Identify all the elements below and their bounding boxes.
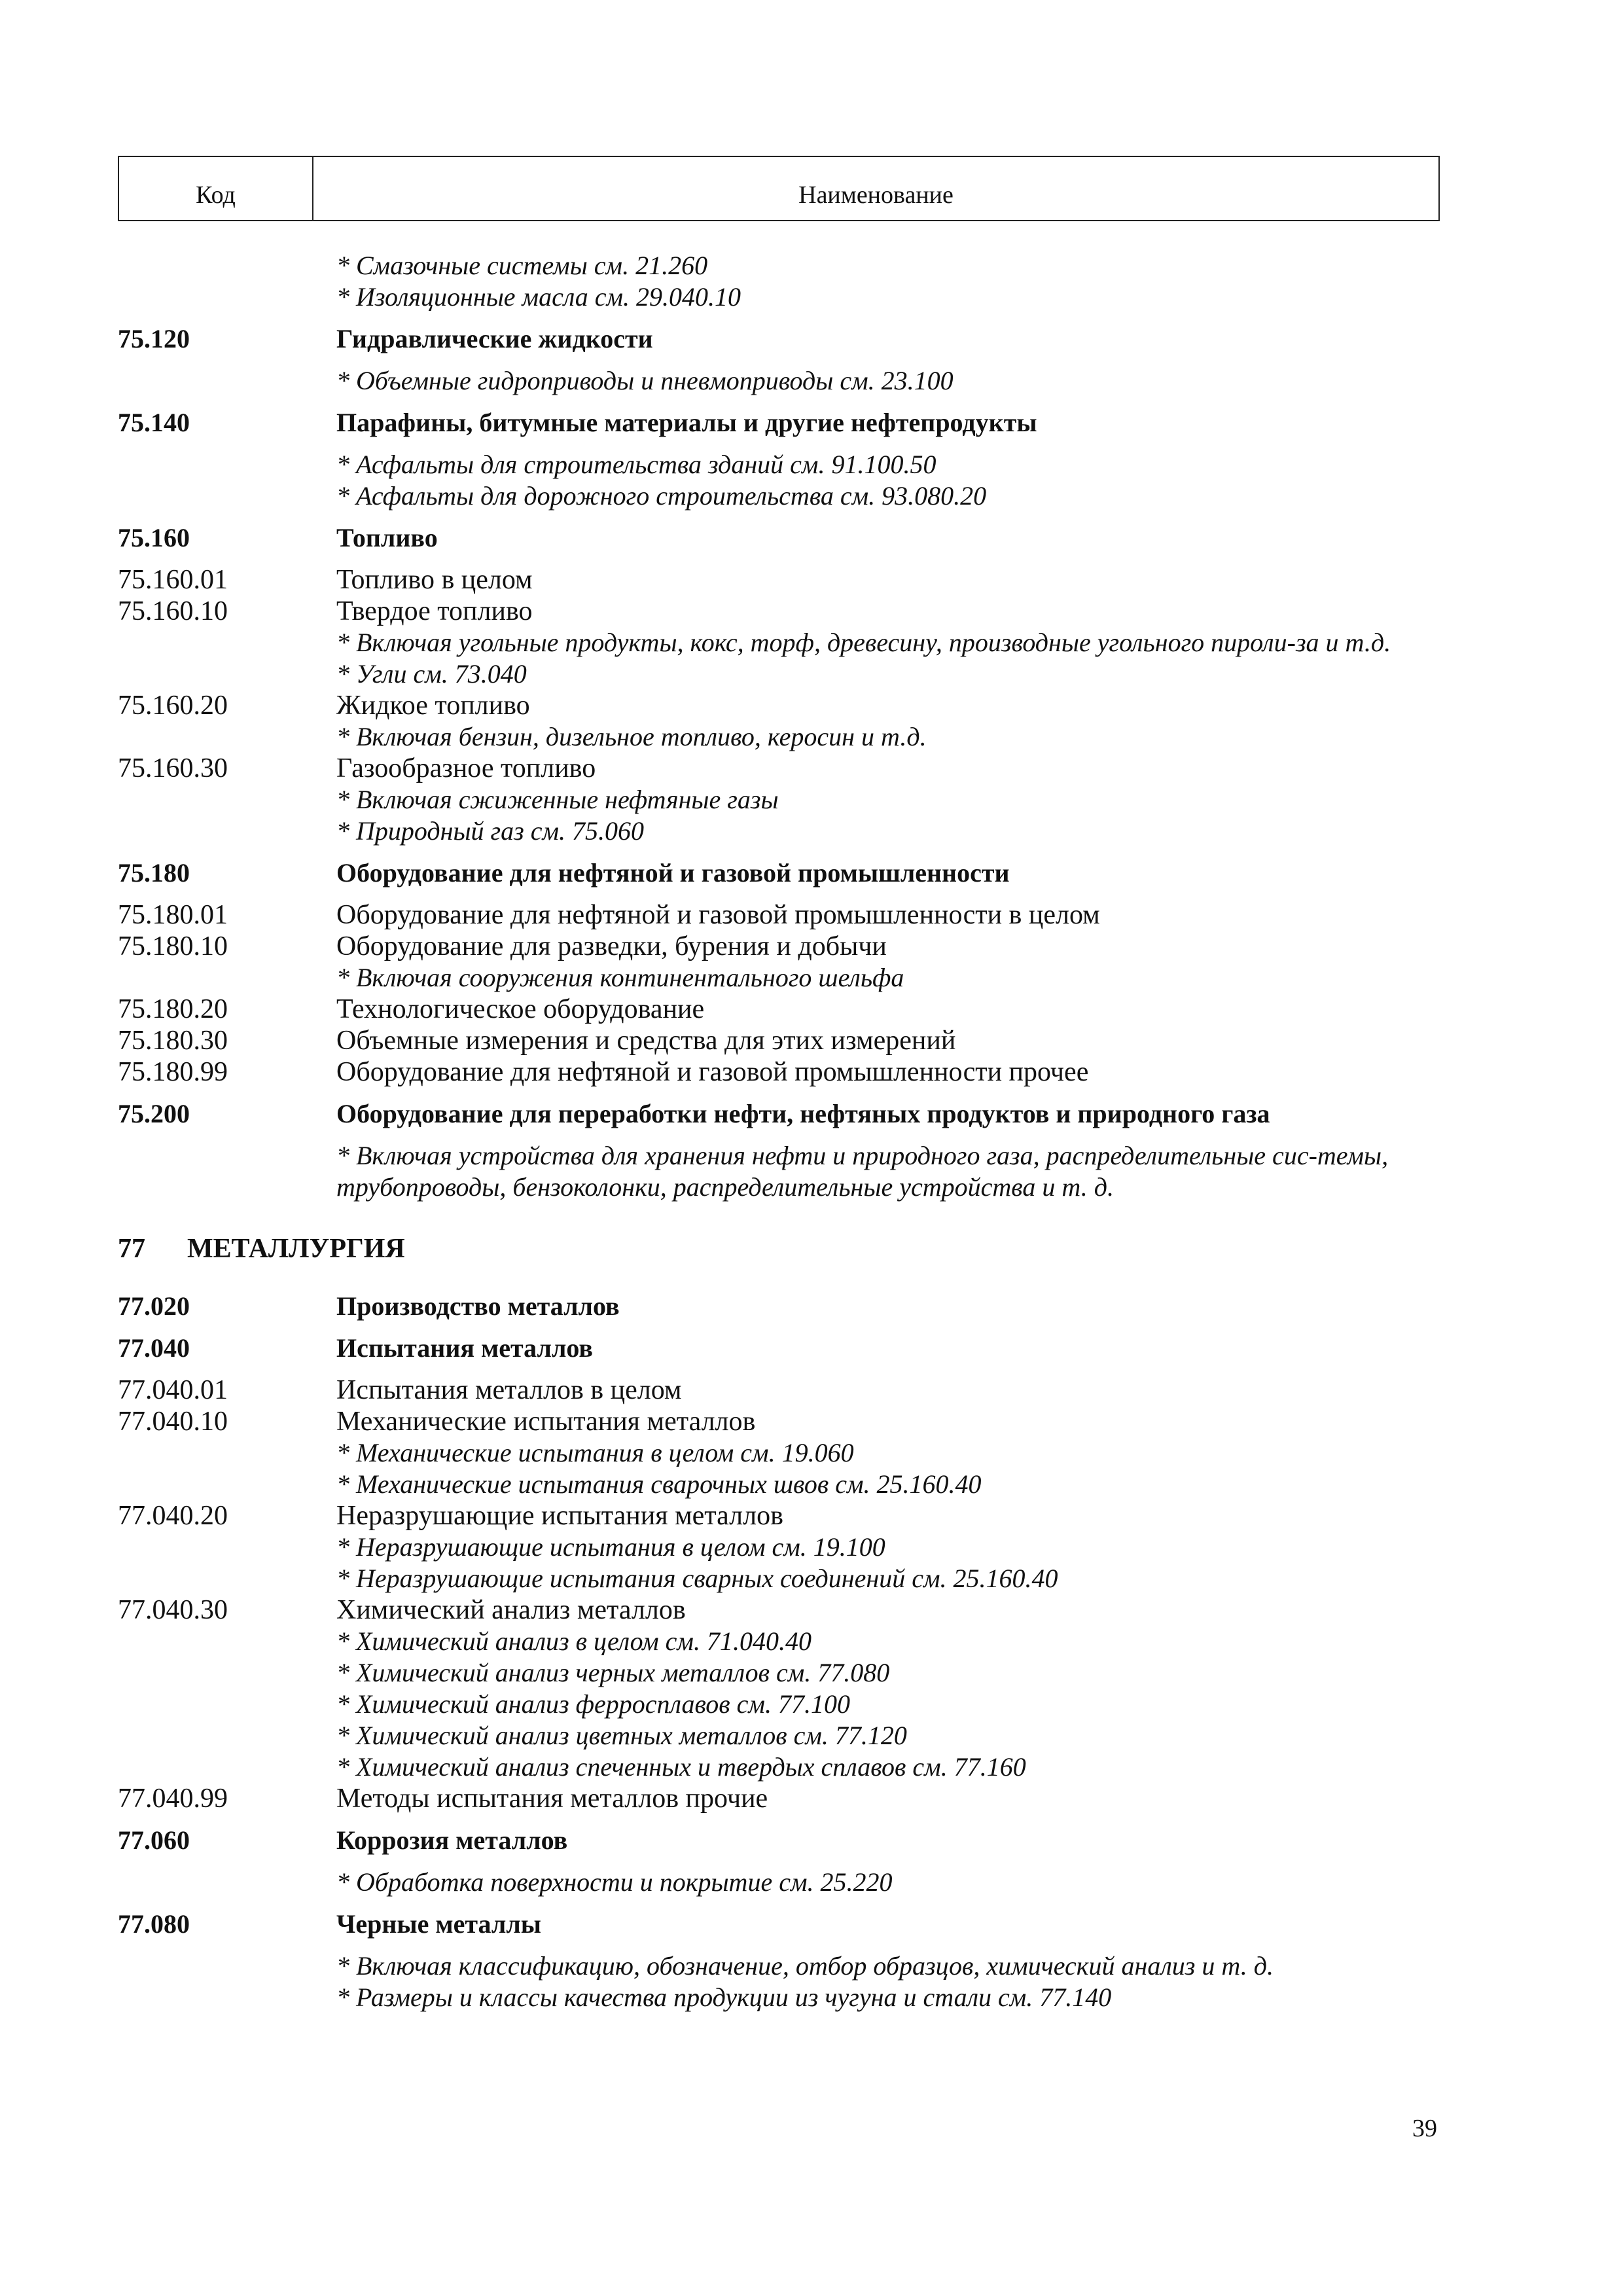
entry-title: Коррозия металлов	[336, 1825, 568, 1855]
notes-row	[118, 250, 1440, 313]
subgroup-row	[118, 753, 1440, 847]
entry-title: Испытания металлов в целом	[336, 1375, 682, 1405]
entry-code: 75.200	[118, 1099, 190, 1128]
entry-code: 75.180	[118, 858, 190, 888]
entry-note: * Природный газ см. 75.060	[336, 816, 645, 846]
entry-title: Методы испытания металлов прочие	[336, 1784, 768, 1814]
entry-note: * Включая угольные продукты, кокс, торф, древесину, производные угольного пироли-за и т.д.	[336, 628, 1391, 657]
entry-note: * Химический анализ ферросплавов см. 77.100	[336, 1689, 850, 1719]
entry-body	[336, 1783, 1440, 1814]
entry-body	[336, 1374, 1440, 1406]
section-title-text: МЕТАЛЛУРГИЯ	[187, 1234, 405, 1264]
entry-title: Топливо	[336, 523, 438, 552]
subgroup-row	[118, 690, 1440, 753]
entry-note: * Включая бензин, дизельное топливо, керосин и т.д.	[336, 722, 927, 751]
entry-code: 75.160.20	[118, 691, 228, 721]
notes-row	[118, 1867, 1440, 1898]
entry-note: * Химический анализ спеченных и твердых сплавов см. 77.160	[336, 1752, 1026, 1782]
entry-title: Парафины, битумные материалы и другие нефтепродукты	[336, 408, 1037, 437]
subgroup-row	[118, 1594, 1440, 1783]
entry-note: * Включая классификацию, обозначение, отбор образцов, химический анализ и т. д.	[336, 1951, 1274, 1981]
entry-title: Неразрушающие испытания металлов	[336, 1501, 783, 1531]
subgroup-row	[118, 1056, 1440, 1088]
entry-body	[336, 1098, 1440, 1130]
entry-body	[336, 1291, 1440, 1322]
entry-code: 75.160.10	[118, 596, 228, 626]
group-row	[118, 1825, 1440, 1856]
subgroup-row	[118, 1406, 1440, 1500]
entry-code	[118, 449, 336, 512]
entry-body	[336, 407, 1440, 439]
entry-title: Жидкое топливо	[336, 691, 530, 721]
entry-code: 75.180.30	[118, 1026, 228, 1056]
entry-note: * Асфальты для дорожного строительства см. 93.080.20	[336, 481, 987, 511]
entry-note: * Асфальты для строительства зданий см. 91.100.50	[336, 450, 936, 479]
classification-list	[118, 250, 1440, 2013]
entry-title: Оборудование для разведки, бурения и добычи	[336, 931, 887, 961]
entry-note: * Включая сооружения континентального шельфа	[336, 963, 904, 992]
entry-title: Объемные измерения и средства для этих измерений	[336, 1026, 956, 1056]
entry-title: Производство металлов	[336, 1291, 620, 1321]
entry-title: Технологическое оборудование	[336, 994, 705, 1024]
entry-code	[118, 1867, 336, 1898]
group-row	[118, 857, 1440, 889]
entry-body	[336, 1594, 1440, 1783]
entry-body	[336, 1500, 1440, 1594]
entry-body	[336, 596, 1440, 690]
entry-body	[336, 1950, 1440, 2013]
entry-code: 77.060	[118, 1825, 190, 1855]
entry-body	[336, 1867, 1440, 1898]
entry-note: * Включая сжиженные нефтяные газы	[336, 785, 779, 814]
notes-row	[118, 449, 1440, 512]
entry-note: * Неразрушающие испытания в целом см. 19.100	[336, 1532, 885, 1562]
entry-title: Гидравлические жидкости	[336, 324, 653, 353]
entry-note: * Химический анализ черных металлов см. 77.080	[336, 1658, 890, 1687]
entry-body	[336, 323, 1440, 355]
entry-title: Механические испытания металлов	[336, 1407, 756, 1437]
table-header	[118, 156, 1440, 221]
entry-code: 77.040.99	[118, 1784, 228, 1814]
group-row	[118, 407, 1440, 439]
entry-note: * Химический анализ цветных металлов см. 77.120	[336, 1721, 907, 1750]
subgroup-row	[118, 994, 1440, 1025]
entry-note: * Размеры и классы качества продукции из чугуна и стали см. 77.140	[336, 1982, 1112, 2012]
entry-code: 77.080	[118, 1909, 190, 1939]
entry-code	[118, 1950, 336, 2013]
entry-title: Топливо в целом	[336, 565, 533, 595]
entry-note: * Механические испытания сварочных швов см. 25.160.40	[336, 1469, 982, 1499]
notes-row	[118, 1950, 1440, 2013]
entry-body	[336, 690, 1440, 753]
entry-body	[336, 250, 1440, 313]
entry-body	[336, 1909, 1440, 1940]
entry-code: 77.040.20	[118, 1501, 228, 1531]
entry-code	[118, 1140, 336, 1203]
entry-body	[336, 365, 1440, 397]
notes-row	[118, 1140, 1440, 1203]
entry-code: 77.020	[118, 1291, 190, 1321]
entry-code: 75.140	[118, 408, 190, 437]
section-code: 77	[118, 1234, 145, 1264]
entry-title: Твердое топливо	[336, 596, 533, 626]
entry-title: Химический анализ металлов	[336, 1595, 686, 1625]
group-row	[118, 1909, 1440, 1940]
entry-body	[336, 857, 1440, 889]
entry-code: 75.180.01	[118, 900, 228, 930]
document-page	[118, 156, 1440, 2013]
entry-code: 75.160.30	[118, 753, 228, 783]
subgroup-row	[118, 1500, 1440, 1594]
entry-code: 77.040.30	[118, 1595, 228, 1625]
subgroup-row	[118, 899, 1440, 931]
group-row	[118, 522, 1440, 554]
subgroup-row	[118, 596, 1440, 690]
entry-note: * Обработка поверхности и покрытие см. 25.220	[336, 1867, 893, 1897]
entry-code: 75.160.01	[118, 565, 228, 595]
entry-title: Оборудование для переработки нефти, нефтяных продуктов и природного газа	[336, 1099, 1270, 1128]
entry-body	[336, 564, 1440, 596]
subgroup-row	[118, 1374, 1440, 1406]
entry-body	[336, 1025, 1440, 1056]
entry-code: 75.160	[118, 523, 190, 552]
entry-title: Оборудование для нефтяной и газовой промышленности	[336, 858, 1010, 888]
entry-body	[336, 1333, 1440, 1364]
entry-code: 77.040.10	[118, 1407, 228, 1437]
entry-note: * Включая устройства для хранения нефти и природного газа, распределительные сис-темы, трубопроводы, бензоколонки, распределительные устройства и т. д.	[336, 1141, 1389, 1202]
entry-code: 75.180.20	[118, 994, 228, 1024]
entry-body	[336, 753, 1440, 847]
header-name-label: Наименование	[798, 181, 954, 209]
group-row	[118, 323, 1440, 355]
entry-note: * Угли см. 73.040	[336, 659, 527, 689]
section-heading	[118, 1233, 1440, 1265]
subgroup-row	[118, 1783, 1440, 1814]
entry-body	[336, 1406, 1440, 1500]
entry-note: * Смазочные системы см. 21.260	[336, 251, 708, 280]
entry-note: * Механические испытания в целом см. 19.060	[336, 1438, 854, 1467]
entry-note: * Неразрушающие испытания сварных соединений см. 25.160.40	[336, 1564, 1058, 1593]
subgroup-row	[118, 931, 1440, 994]
entry-title: Черные металлы	[336, 1909, 541, 1939]
entry-body	[336, 1140, 1440, 1203]
header-code-label: Код	[119, 157, 313, 220]
entry-body	[336, 994, 1440, 1025]
entry-title: Оборудование для нефтяной и газовой промышленности прочее	[336, 1057, 1089, 1087]
entry-body	[336, 449, 1440, 512]
subgroup-row	[118, 564, 1440, 596]
entry-code	[118, 365, 336, 397]
notes-row	[118, 365, 1440, 397]
entry-title: Оборудование для нефтяной и газовой промышленности в целом	[336, 900, 1100, 930]
entry-code	[118, 250, 336, 313]
entry-body	[336, 931, 1440, 994]
entry-body	[336, 522, 1440, 554]
entry-body	[336, 1825, 1440, 1856]
entry-title: Газообразное топливо	[336, 753, 596, 783]
entry-code: 77.040	[118, 1333, 190, 1363]
page-number: 39	[1412, 2115, 1437, 2142]
entry-code: 77.040.01	[118, 1375, 228, 1405]
entry-code: 75.120	[118, 324, 190, 353]
entry-title: Испытания металлов	[336, 1333, 593, 1363]
entry-note: * Изоляционные масла см. 29.040.10	[336, 282, 741, 312]
entry-note: * Объемные гидроприводы и пневмоприводы см. 23.100	[336, 366, 954, 395]
entry-code: 75.180.99	[118, 1057, 228, 1087]
group-row	[118, 1098, 1440, 1130]
subgroup-row	[118, 1025, 1440, 1056]
entry-body	[336, 1056, 1440, 1088]
entry-note: * Химический анализ в целом см. 71.040.40	[336, 1626, 812, 1656]
entry-code: 75.180.10	[118, 931, 228, 961]
entry-body	[336, 899, 1440, 931]
group-row	[118, 1333, 1440, 1364]
group-row	[118, 1291, 1440, 1322]
